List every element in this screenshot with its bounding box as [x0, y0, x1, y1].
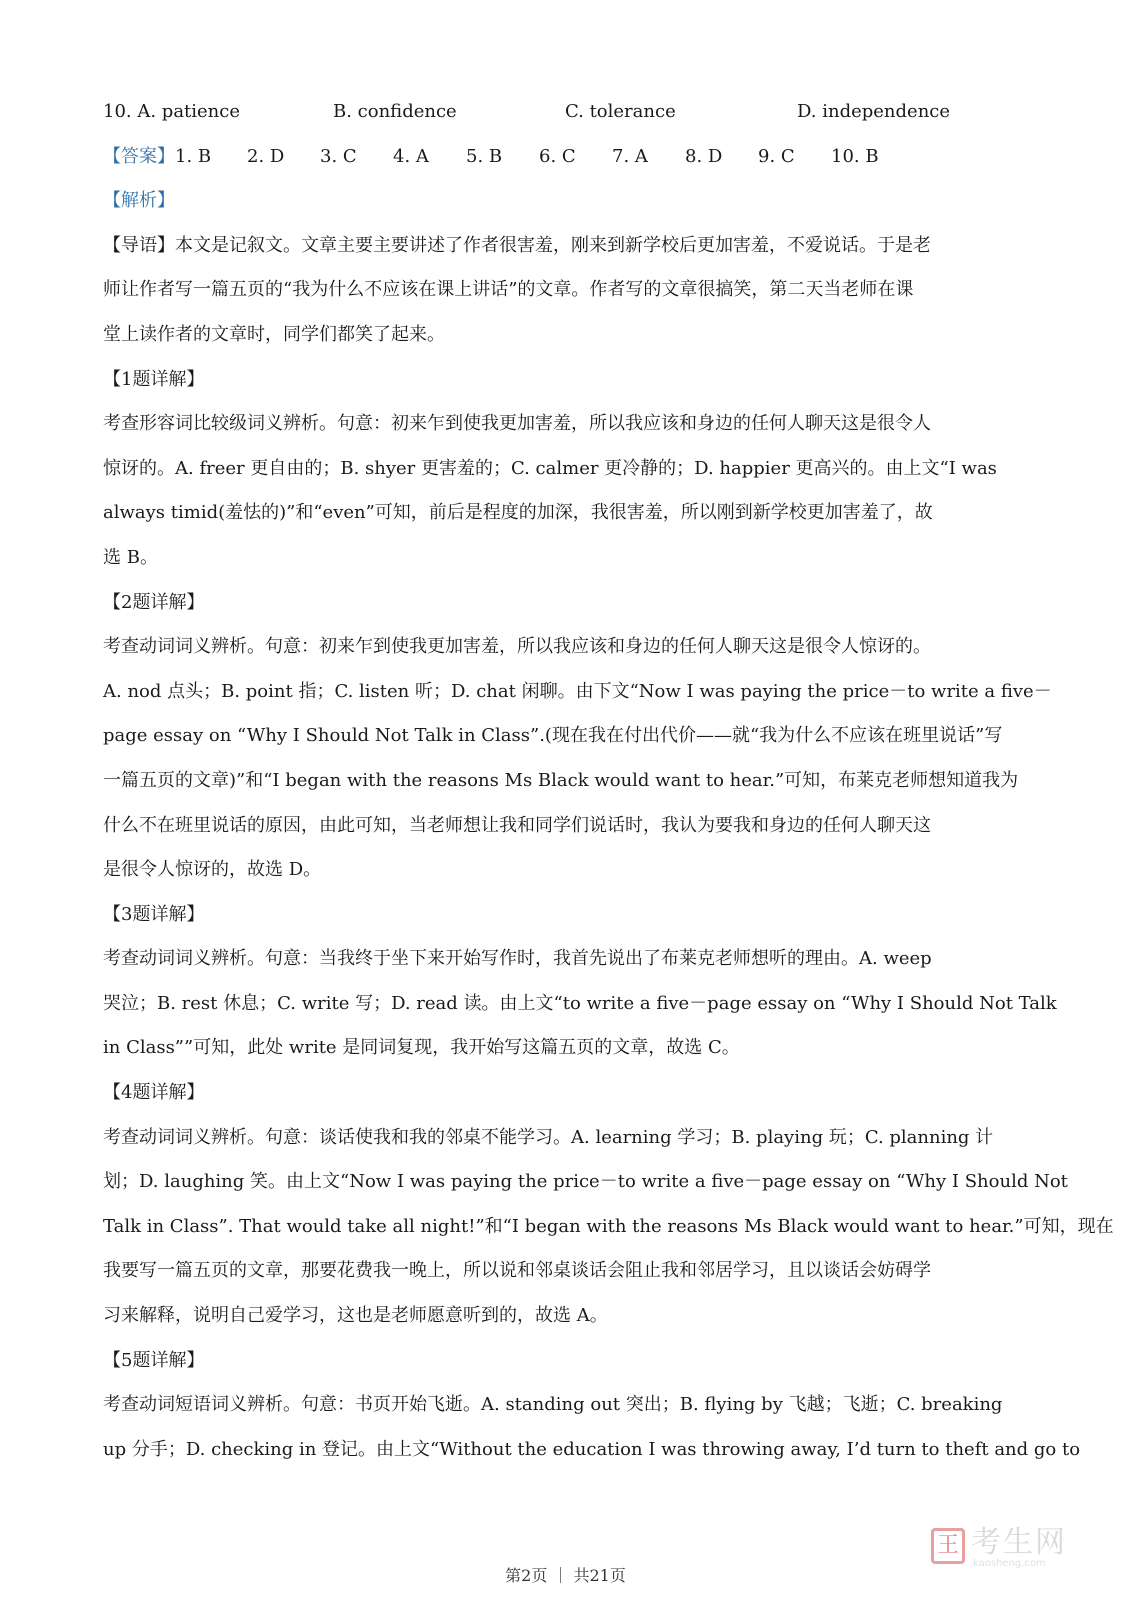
answers-row	[103, 135, 1031, 180]
option-d: D. independence	[797, 101, 951, 122]
section-line: 惊讶的。A. freer 更自由的；B. shyer 更害羞的；C. calmer 更冷静的；D. happier 更高兴的。由上文“I was	[103, 457, 997, 479]
explanation-sections	[103, 358, 1114, 1473]
section-line: up 分手；D. checking in 登记。由上文“Without the education I was throwing away, I’d turn to theft and go to	[103, 1438, 1081, 1460]
section-line: 习来解释，说明自己爱学习，这也是老师愿意听到的，故选 A。	[103, 1305, 608, 1327]
answer-item: 4. A	[393, 145, 429, 167]
option-b: B. confidence	[333, 101, 457, 122]
answer-item: 2. D	[247, 145, 285, 167]
option-a: 10. A. patience	[103, 101, 241, 122]
intro-paragraph	[103, 224, 1031, 358]
section-line: 考查动词词义辨析。句意：当我终于坐下来开始写作时，我首先说出了布莱克老师想听的理由。A. weep	[103, 948, 932, 970]
analysis-label: 【解析】	[103, 190, 175, 212]
section-line: in Class””可知，此处 write 是同词复现，我开始写这篇五页的文章，故选 C。	[103, 1037, 740, 1059]
page-content	[103, 90, 1114, 1472]
section-heading: 【4题详解】	[103, 1082, 205, 1104]
section-line: 哭泣；B. rest 休息；C. write 写；D. read 读。由上文“to write a five－page essay on “Why I Should Not Talk	[103, 992, 1057, 1014]
answer-item: 7. A	[612, 145, 648, 167]
section-line: 选 B。	[103, 546, 158, 568]
section-line: A. nod 点头；B. point 指；C. listen 听；D. chat 闲聊。由下文“Now I was paying the price－to write a five－	[103, 680, 1052, 702]
section-line: 一篇五页的文章)”和“I began with the reasons Ms Black would want to hear.”可知，布莱克老师想知道我为	[103, 769, 1019, 791]
section-line: 是很令人惊讶的，故选 D。	[103, 859, 322, 881]
answer-item: 10. B	[831, 145, 879, 167]
section-line: 考查形容词比较级词义辨析。句意：初来乍到使我更加害羞，所以我应该和身边的任何人聊天这是很令人	[103, 413, 931, 435]
kaosheng-logo-icon: 王	[931, 1528, 965, 1564]
section-heading: 【2题详解】	[103, 591, 205, 613]
section-line: 考查动词词义辨析。句意：初来乍到使我更加害羞，所以我应该和身边的任何人聊天这是很令人惊讶的。	[103, 636, 931, 658]
section-line: page essay on “Why I Should Not Talk in Class”.(现在我在付出代价——就“我为什么不应该在班里说话”写	[103, 725, 1003, 747]
answer-item: 6. C	[539, 145, 576, 167]
section-heading: 【3题详解】	[103, 903, 205, 925]
section-line: 我要写一篇五页的文章，那要花费我一晚上，所以说和邻桌谈话会阻止我和邻居学习，且以谈话会妨碍学	[103, 1260, 931, 1282]
answer-item: 9. C	[758, 145, 795, 167]
section-line: 什么不在班里说话的原因，由此可知，当老师想让我和同学们说话时，我认为要我和身边的任何人聊天这	[103, 814, 931, 836]
option-c: C. tolerance	[565, 101, 676, 122]
intro-line: 堂上读作者的文章时，同学们都笑了起来。	[103, 323, 445, 345]
section-line: 考查动词短语词义辨析。句意：书页开始飞逝。A. standing out 突出；B. flying by 飞越；飞逝；C. breaking	[103, 1394, 1003, 1416]
answer-item: 5. B	[466, 145, 503, 167]
watermark-text: 考生网	[971, 1525, 1067, 1560]
section-heading: 【5题详解】	[103, 1349, 205, 1371]
question-10-options	[103, 90, 1031, 135]
answer-item: 1. B	[175, 145, 212, 167]
kaosheng-watermark	[931, 1526, 1091, 1568]
intro-line: 师让作者写一篇五页的“我为什么不应该在课上讲话”的文章。作者写的文章很搞笑，第二天当老师在课	[103, 279, 914, 301]
answers-list	[175, 146, 904, 167]
section-line: always timid(羞怯的)”和“even”可知，前后是程度的加深，我很害羞，所以刚到新学校更加害羞了，故	[103, 502, 933, 524]
section-heading: 【1题详解】	[103, 368, 205, 390]
page-footer: 第2页 ｜ 共21页	[505, 1566, 626, 1585]
section-line: 划；D. laughing 笑。由上文“Now I was paying the price－to write a five－page essay on “Why I Should Not	[103, 1171, 1068, 1193]
intro-line: 【导语】本文是记叙文。文章主要主要讲述了作者很害羞，刚来到新学校后更加害羞，不爱说话。于是老	[103, 234, 931, 256]
answer-item: 3. C	[320, 145, 357, 167]
answers-label: 【答案】	[103, 145, 175, 167]
section-line: 考查动词词义辨析。句意：谈话使我和我的邻桌不能学习。A. learning 学习；B. playing 玩；C. planning 计	[103, 1126, 994, 1148]
watermark-url: kaosheng.com	[973, 1558, 1046, 1569]
section-line: Talk in Class”. That would take all night!”和“I began with the reasons Ms Black would want to hear.”可知，现在	[103, 1215, 1114, 1237]
answer-item: 8. D	[685, 145, 723, 167]
